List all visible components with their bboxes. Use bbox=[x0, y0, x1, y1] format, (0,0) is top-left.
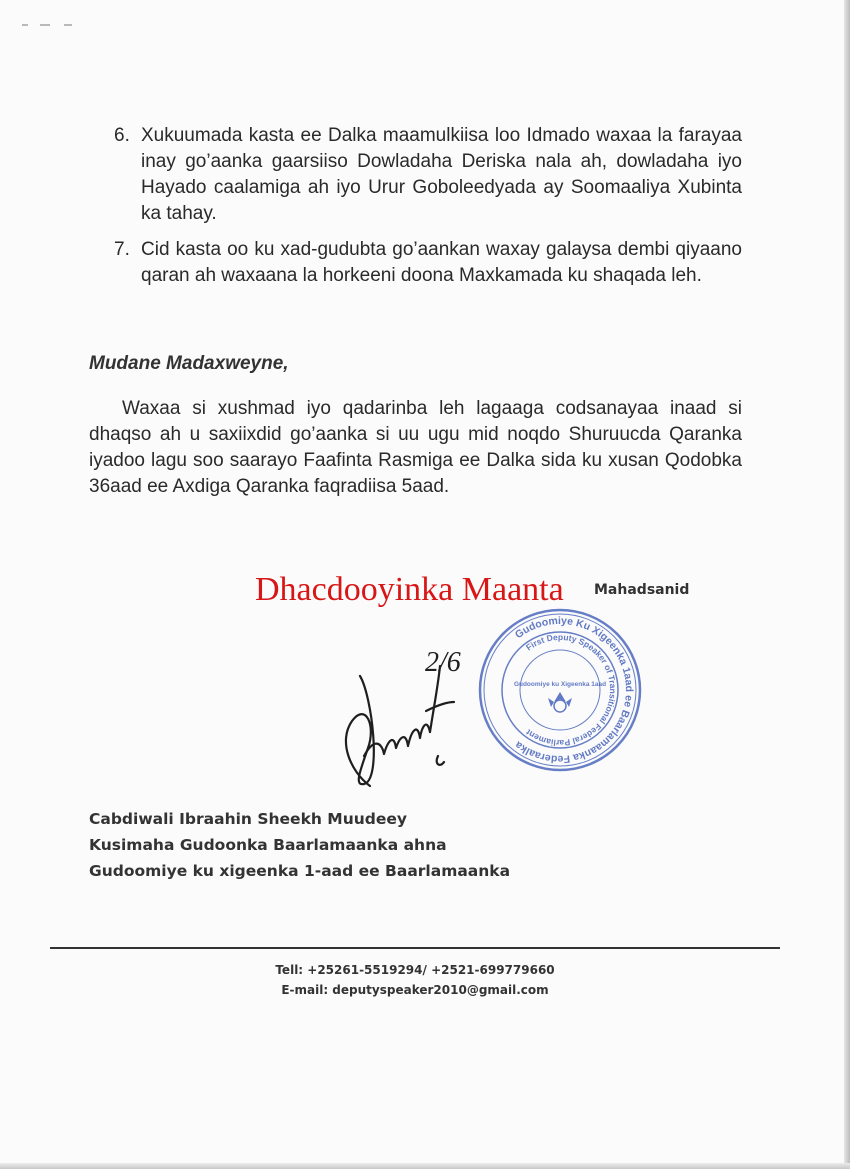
closing-text: Mahadsanid bbox=[594, 582, 690, 598]
list-item-text: Cid kasta oo ku xad-gudubta go’aankan waxay galaysa dembi qiyaano qaran ah waxaana la horkeeni doona Maxkamada ku shaqada leh. bbox=[141, 239, 742, 286]
salutation: Mudane Madaxweyne, bbox=[89, 353, 289, 374]
footer-email: E-mail: deputyspeaker2010@gmail.com bbox=[281, 983, 549, 997]
list-item bbox=[114, 237, 742, 289]
signatory-block bbox=[89, 806, 510, 884]
signature-date-mark: 2/6 bbox=[425, 647, 461, 678]
official-stamp bbox=[476, 606, 644, 774]
list-item-number: 6. bbox=[114, 125, 130, 146]
list-item-number: 7. bbox=[114, 239, 130, 260]
list-item bbox=[114, 123, 742, 227]
watermark-text: Dhacdooyinka Maanta bbox=[255, 571, 564, 608]
scan-speck bbox=[64, 24, 72, 26]
stamp-outer-text: Gudoomiye Ku Xigeenka 1aad ee Baarlamaanka Federaalka bbox=[512, 614, 636, 766]
scan-edge-bottom bbox=[0, 1163, 850, 1169]
scan-edge-right bbox=[844, 0, 850, 1169]
footer-contact bbox=[150, 960, 680, 1000]
scan-speck bbox=[22, 24, 28, 26]
stamp-inner-text: First Deputy Speaker of Transitional Federal Parliament bbox=[523, 631, 619, 749]
handwritten-signature bbox=[330, 636, 470, 796]
decision-points-list bbox=[114, 123, 742, 299]
stamp-center-text: Gudoomiye ku Xigeenka 1aad bbox=[513, 681, 607, 688]
body-paragraph: Waxaa si xushmad iyo qadarinba leh lagaaga codsanayaa inaad si dhaqso ah u saxiixdid go’aanka si uu ugu mid noqdo Shuruucda Qaranka iyadoo lagu soo saarayo Faafinta Rasmiga ee Dalka sida ku xusan Qodobka 36aad ee Axdiga Qaranka faqradiisa 5aad. bbox=[89, 398, 742, 497]
signatory-title-line2: Gudoomiye ku xigeenka 1-aad ee Baarlamaanka bbox=[89, 862, 511, 880]
signatory-title-line1: Kusimaha Gudoonka Baarlamaanka ahna bbox=[89, 836, 447, 854]
footer-divider bbox=[50, 947, 780, 949]
scan-speck bbox=[40, 24, 50, 26]
list-item-text: Xukuumada kasta ee Dalka maamulkiisa loo Idmado waxaa la farayaa inay go’aanka gaarsiiso Dowladaha Deriska nala ah, dowladaha iyo Hayado caalamiga ah iyo Urur Goboleedyada ay Soomaaliya Xubinta ka tahay. bbox=[141, 125, 742, 224]
footer-phone: Tell: +25261-5519294/ +2521-699779660 bbox=[275, 963, 555, 977]
signatory-name: Cabdiwali Ibraahin Sheekh Muudeey bbox=[89, 810, 408, 828]
